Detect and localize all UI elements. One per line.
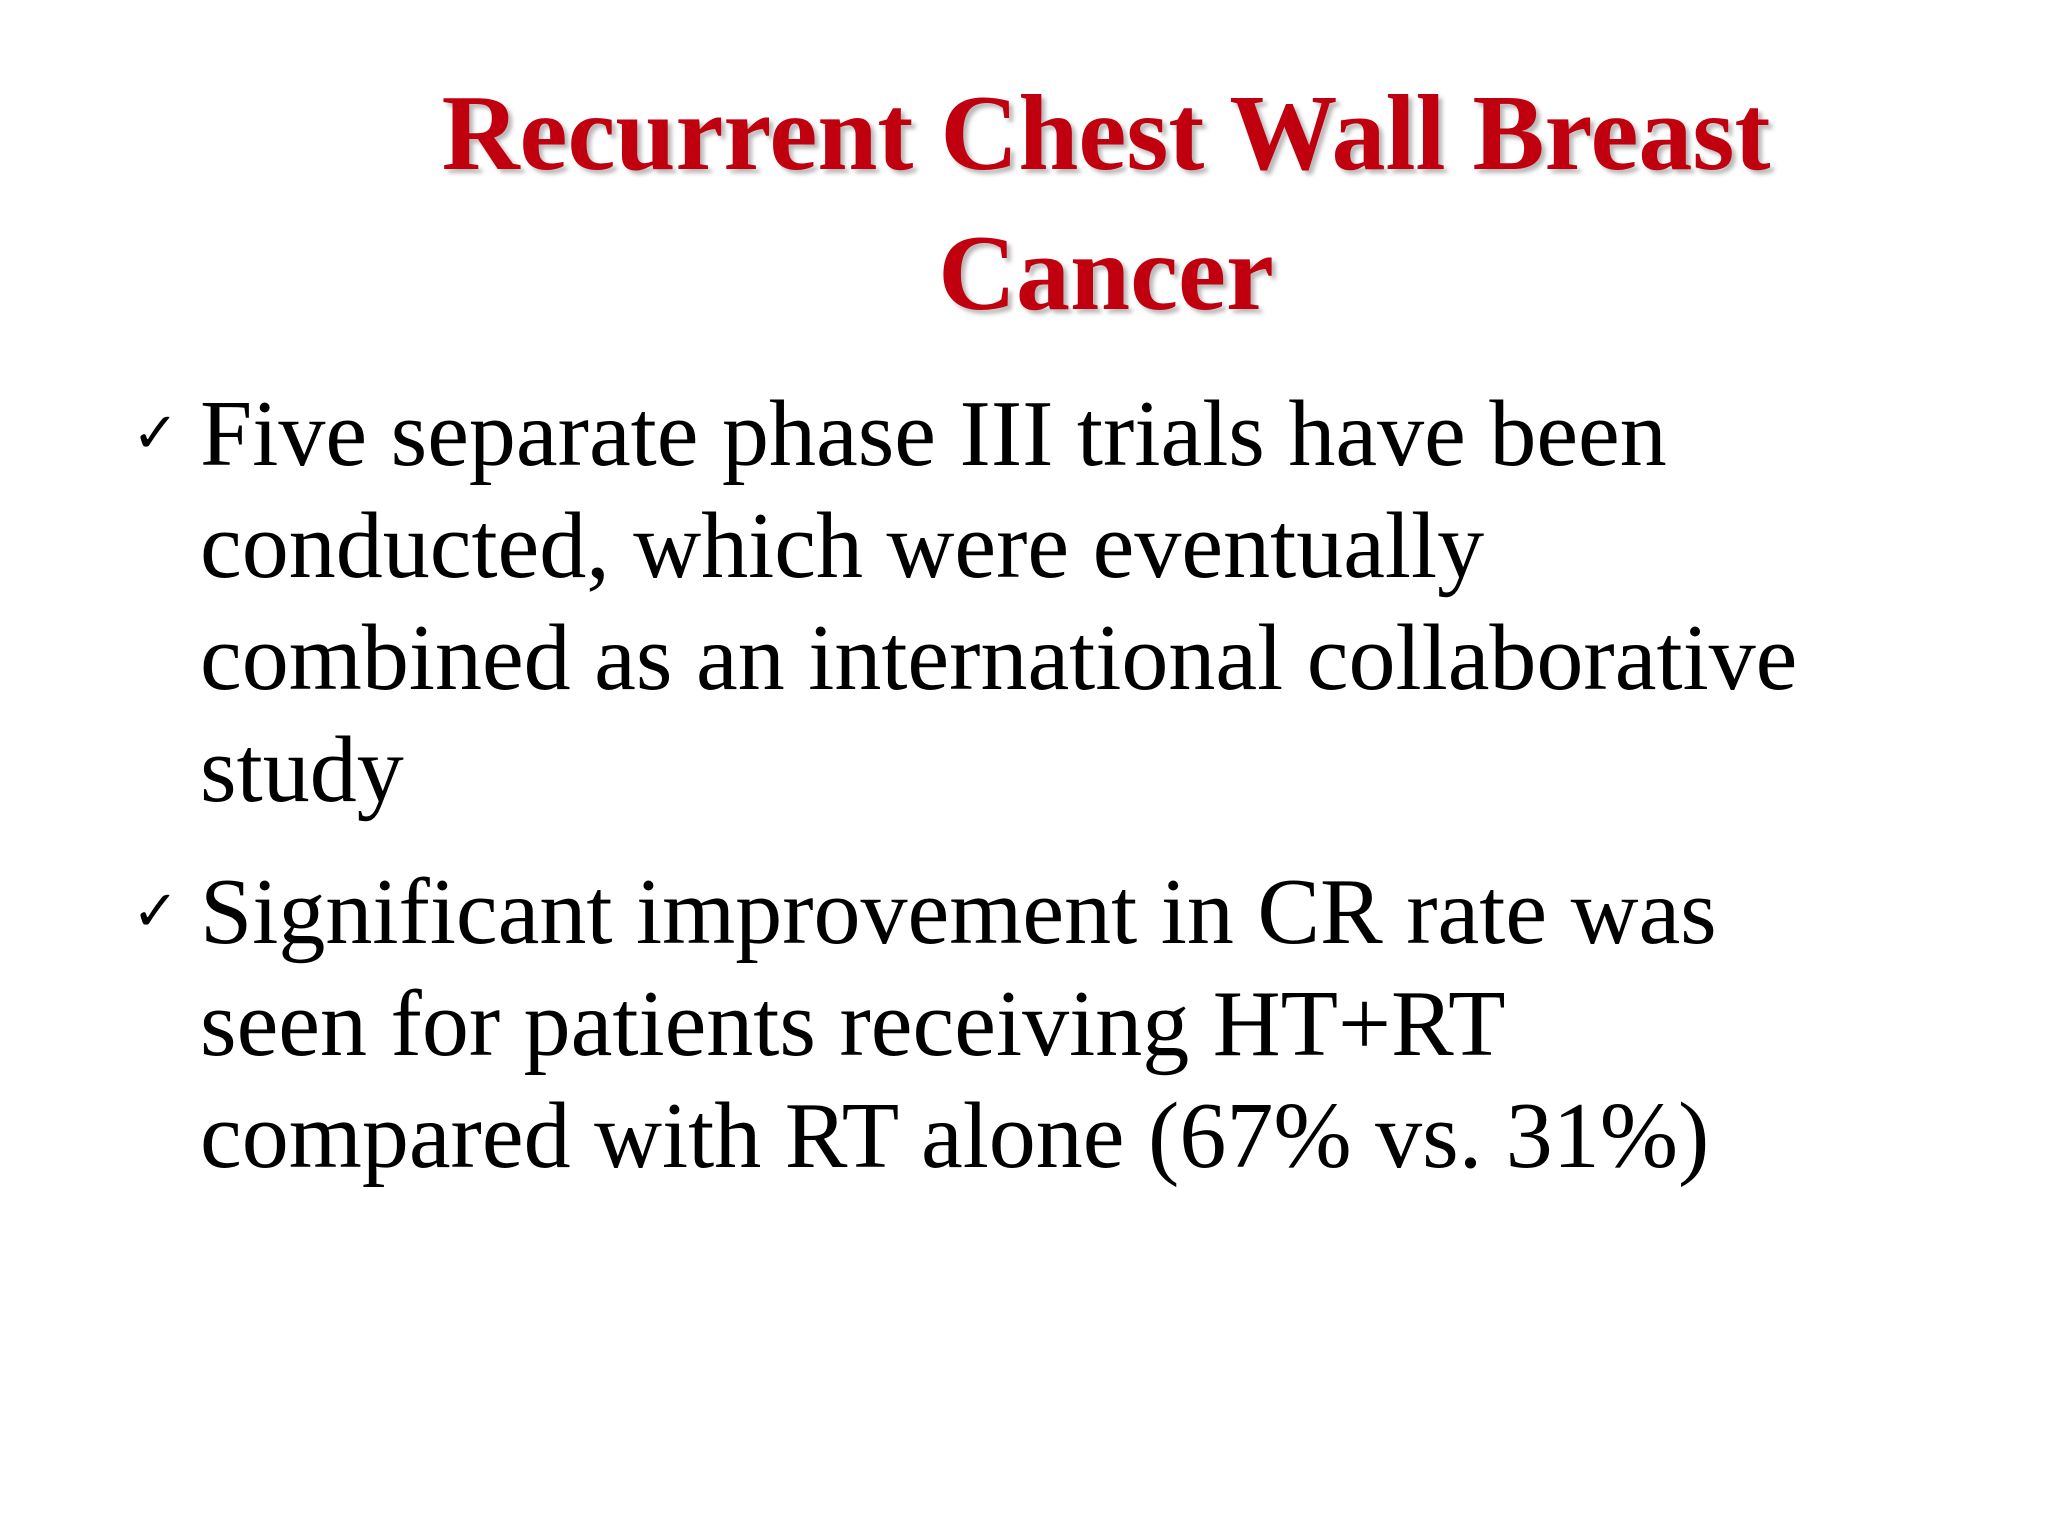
slide-title xyxy=(224,64,1988,344)
slide-title-line-1: Recurrent Chest Wall Breast xyxy=(441,74,1771,193)
bullet-item-1 xyxy=(132,378,1992,826)
bullet-2-line-1: Significant improvement in CR rate was xyxy=(200,860,1717,964)
bullet-item-2 xyxy=(132,856,1992,1192)
slide-title-line-2: Cancer xyxy=(938,214,1274,333)
checkmark-icon: ✓ xyxy=(132,401,179,466)
checkmark-icon: ✓ xyxy=(132,879,179,944)
bullet-1-line-3: combined as an international collaborative xyxy=(200,606,1798,710)
bullet-list xyxy=(132,378,1992,1222)
bullet-1-line-1: Five separate phase III trials have been xyxy=(200,382,1667,486)
bullet-2-line-2: seen for patients receiving HT+RT xyxy=(200,972,1506,1076)
bullet-text-2 xyxy=(200,856,1717,1192)
bullet-1-line-2: conducted, which were eventually xyxy=(200,494,1485,598)
bullet-2-line-3: compared with RT alone (67% vs. 31%) xyxy=(200,1084,1710,1188)
bullet-1-line-4: study xyxy=(200,718,404,822)
bullet-text-1 xyxy=(200,378,1797,826)
